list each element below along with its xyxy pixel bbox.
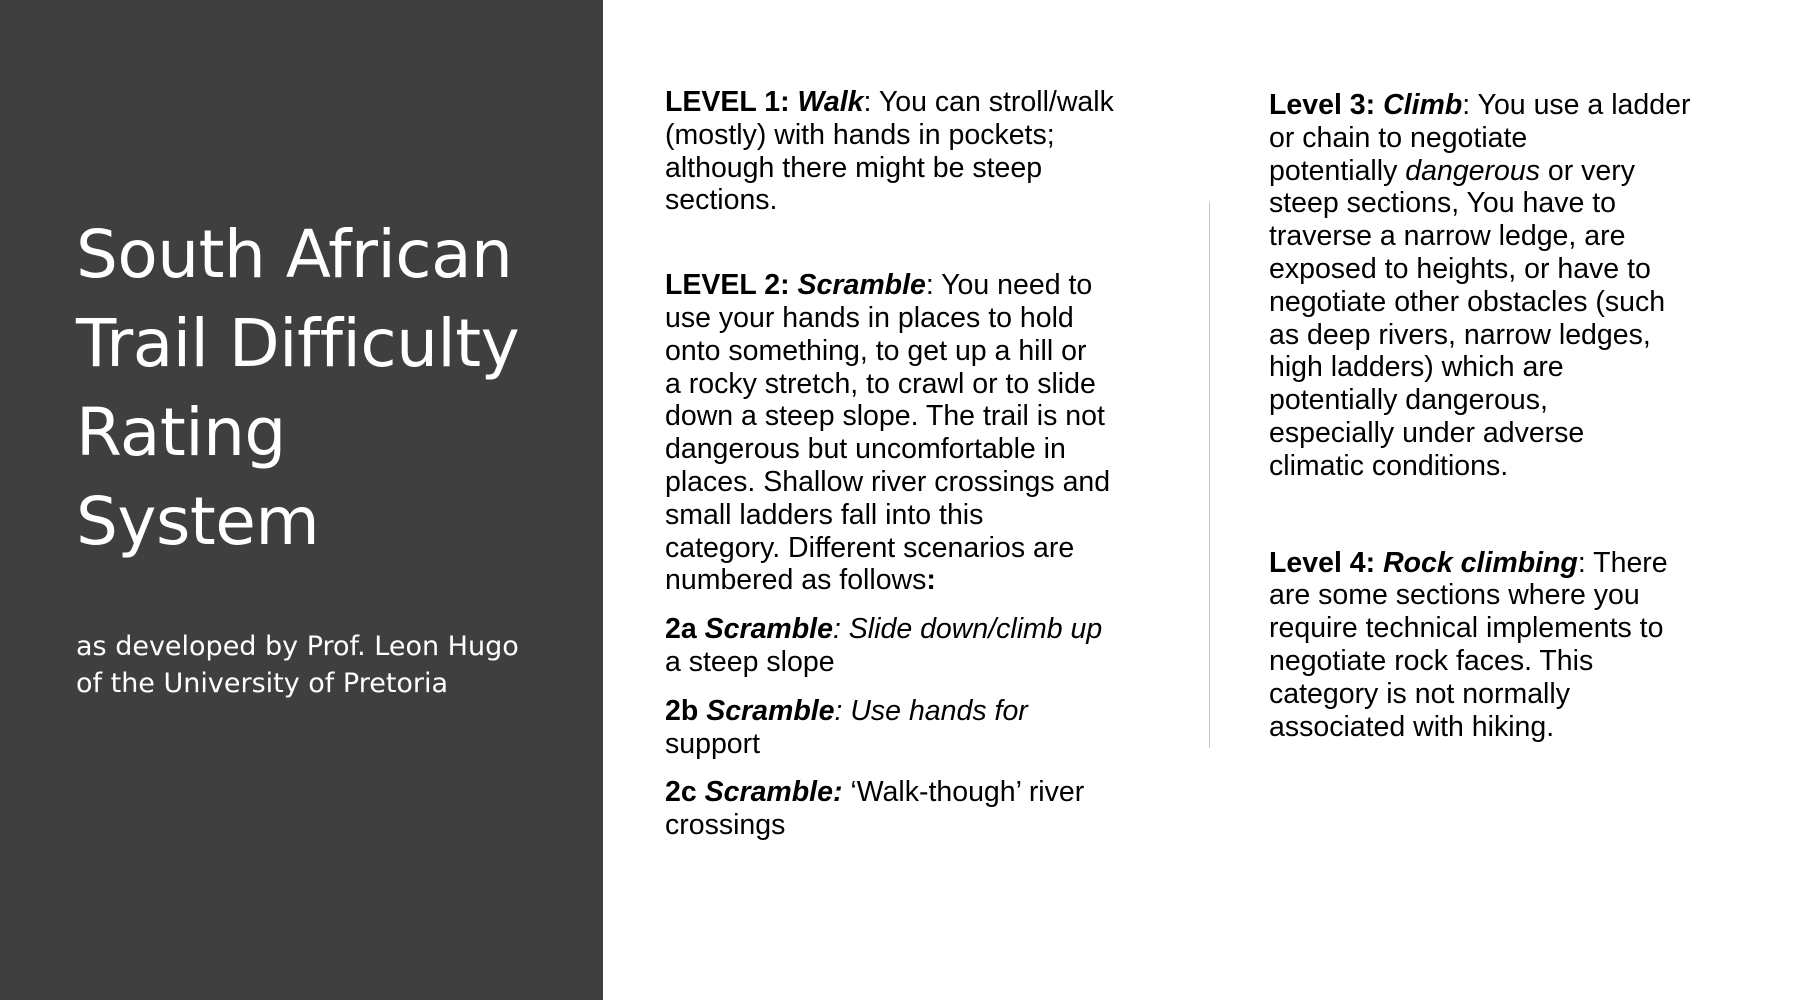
level-1-text: although there might be steep — [665, 151, 1043, 184]
level-3-text: or chain to negotiate — [1269, 121, 1528, 154]
level-3-text: as deep rivers, narrow ledges, — [1269, 318, 1651, 351]
level-2-text: numbered as follows — [665, 564, 927, 597]
title-line: Rating — [76, 394, 286, 471]
level-4-text: : There — [1577, 546, 1668, 579]
level-3-description — [1269, 89, 1779, 483]
level-4-label: Level 4: — [1269, 546, 1376, 579]
level-4-text: negotiate rock faces. This — [1269, 644, 1594, 677]
level-2c-text: ‘Walk-though’ river — [842, 776, 1085, 809]
level-4-description — [1269, 547, 1779, 744]
level-2-text: down a steep slope. The trail is not — [665, 400, 1105, 433]
title-line: Trail Difficulty — [76, 305, 520, 382]
level-3-label: Level 3: — [1269, 89, 1376, 121]
level-2-text: a rocky stretch, to crawl or to slide — [665, 367, 1096, 400]
level-1-text: : You can stroll/walk — [863, 86, 1114, 118]
level-3-text: potentially dangerous, — [1269, 384, 1548, 417]
level-2-text: onto something, to get up a hill or — [665, 334, 1087, 367]
subtitle-line: of the University of Pretoria — [76, 668, 449, 699]
level-2c-label: 2c — [665, 776, 697, 809]
level-3-text: negotiate other obstacles (such — [1269, 285, 1666, 318]
level-2-text: places. Shallow river crossings and — [665, 465, 1111, 498]
title-panel — [0, 0, 603, 1000]
level-2-name: Scramble — [797, 269, 926, 302]
level-2b-description — [665, 695, 1175, 761]
level-3-emphasis: dangerous — [1405, 154, 1540, 187]
level-4-name: Rock climbing — [1383, 546, 1578, 579]
level-2b-text: : Use hands for — [834, 694, 1028, 727]
level-1-description — [665, 86, 1175, 217]
level-1-text: (mostly) with hands in pockets; — [665, 118, 1055, 151]
level-2-description — [665, 269, 1175, 597]
level-2-colon: : — [926, 564, 936, 597]
level-4-text: require technical implements to — [1269, 612, 1664, 645]
level-4-text: are some sections where you — [1269, 579, 1640, 612]
level-3-text: traverse a narrow ledge, are — [1269, 220, 1626, 253]
level-2-label: LEVEL 2: — [665, 269, 790, 302]
level-3-text: climatic conditions. — [1269, 449, 1509, 482]
level-2a-description — [665, 613, 1175, 679]
level-1-name: Walk — [797, 86, 864, 118]
level-3-text: especially under adverse — [1269, 416, 1585, 449]
level-2a-text: : Slide down/climb up — [832, 613, 1103, 646]
subtitle-line: as developed by Prof. Leon Hugo — [76, 631, 519, 662]
level-4-text: associated with hiking. — [1269, 710, 1555, 743]
level-2b-label: 2b — [665, 694, 699, 727]
level-3-text: or very — [1539, 154, 1635, 187]
left-column — [665, 86, 1175, 842]
level-3-name: Climb — [1383, 89, 1463, 121]
level-2c-name: Scramble: — [704, 776, 843, 809]
level-2-text: category. Different scenarios are — [665, 531, 1075, 564]
level-2c-text: crossings — [665, 809, 786, 842]
level-2a-name: Scramble — [704, 613, 833, 646]
level-3-text: potentially — [1269, 154, 1406, 187]
level-2a-text: a steep slope — [665, 645, 835, 678]
level-2-text: dangerous but uncomfortable in — [665, 433, 1066, 466]
level-3-text: high ladders) which are — [1269, 351, 1564, 384]
level-2b-name: Scramble — [706, 694, 835, 727]
slide-title — [76, 210, 576, 566]
level-3-text: steep sections, You have to — [1269, 187, 1617, 220]
level-4-text: category is not normally — [1269, 677, 1570, 710]
level-2c-description — [665, 776, 1175, 842]
level-1-text: sections. — [665, 184, 778, 217]
title-line: South African — [76, 216, 513, 293]
level-2-text: small ladders fall into this — [665, 498, 984, 531]
slide-subtitle — [76, 628, 596, 702]
level-2b-text: support — [665, 727, 761, 760]
level-2a-label: 2a — [665, 613, 697, 646]
column-divider — [1209, 202, 1210, 748]
level-1-label: LEVEL 1: — [665, 86, 790, 118]
level-2-text: : You need to — [925, 269, 1093, 302]
level-2-text: use your hands in places to hold — [665, 301, 1074, 334]
level-3-text: exposed to heights, or have to — [1269, 252, 1651, 285]
level-3-text: : You use a ladder — [1462, 89, 1691, 121]
title-line: System — [76, 483, 320, 560]
right-column — [1269, 89, 1779, 743]
